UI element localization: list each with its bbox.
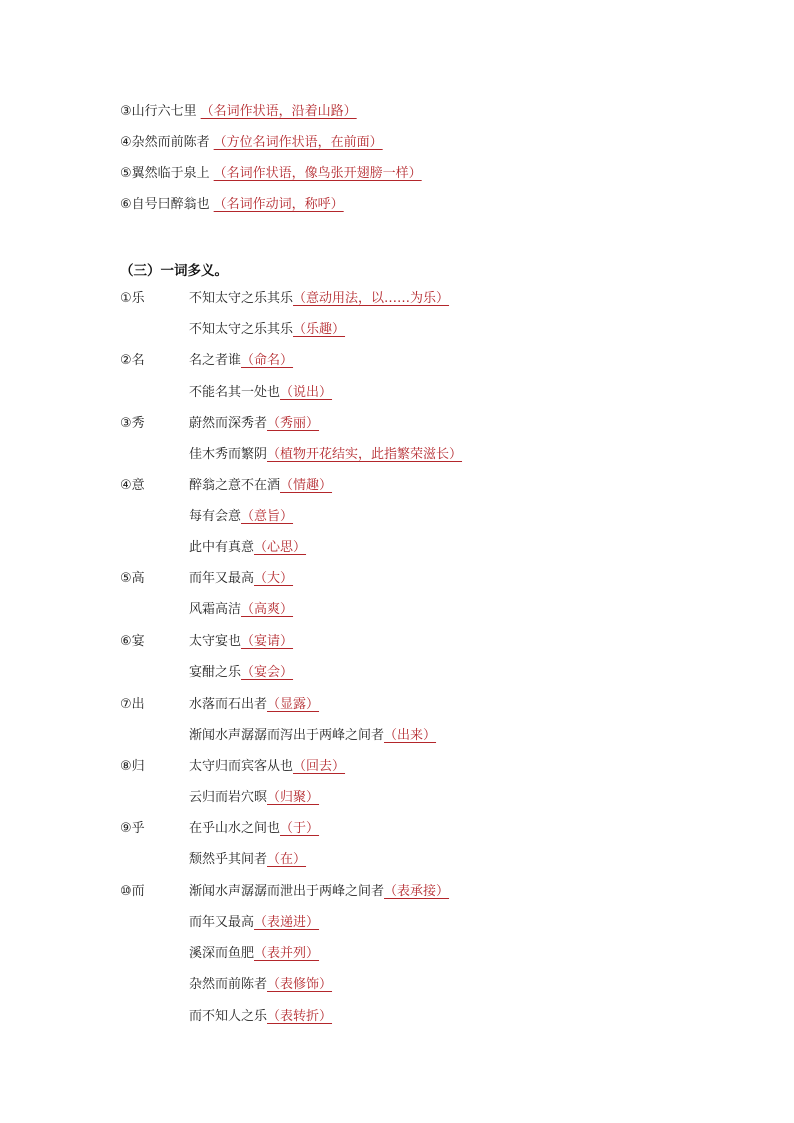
polysemy-entry [120,352,720,370]
example-answer: （表递进） [254,915,320,930]
polysemy-entry [120,601,720,619]
example-answer: （表修饰） [267,977,333,992]
example-answer: （心思） [254,540,307,555]
example-sentence: 颓然乎其间者（在） [189,852,307,867]
polysemy-entry [120,945,720,963]
example-sentence: 不能名其一处也（说出） [189,385,333,400]
polysemy-word: ②名 [120,353,145,368]
polysemy-entry [120,477,720,495]
example-answer: （高爽） [241,602,294,617]
example-answer: （乐趣） [293,322,346,337]
usage-item-text: ⑤翼然临于泉上 [120,166,210,181]
example-sentence: 蔚然而深秀者（秀丽） [189,416,320,431]
example-answer: （表承接） [384,884,450,899]
example-answer: （秀丽） [267,416,320,431]
polysemy-word: ④意 [120,478,145,493]
polysemy-word: ⑥宴 [120,634,145,649]
polysemy-entry [120,820,720,838]
usage-item [120,134,383,152]
usage-item-answer: （名词作状语，像鸟张开翅膀一样） [213,166,422,181]
polysemy-entry [120,758,720,776]
example-answer: （说出） [280,385,333,400]
usage-item-text: ⑥自号曰醉翁也 [120,197,210,212]
example-answer: （出来） [384,728,437,743]
example-sentence: 不知太守之乐其乐（意动用法，以……为乐） [189,291,450,306]
example-answer: （情趣） [280,478,333,493]
polysemy-entry [120,321,720,339]
polysemy-entry [120,570,720,588]
polysemy-word: ③秀 [120,416,145,431]
polysemy-entry [120,696,720,714]
example-sentence: 太守宴也（宴请） [189,634,294,649]
example-sentence: 佳木秀而繁阴（植物开花结实，此指繁荣滋长） [189,447,463,462]
example-answer: （显露） [267,697,320,712]
usage-item-text: ③山行六七里 [120,104,197,119]
example-sentence: 风霜高洁（高爽） [189,602,294,617]
example-sentence: 溪深而鱼肥（表并列） [189,946,320,961]
example-answer: （归聚） [267,790,320,805]
polysemy-entry [120,727,720,745]
polysemy-word: ⑤高 [120,571,145,586]
polysemy-entry [120,914,720,932]
example-answer: （宴会） [241,665,294,680]
example-sentence: 水落而石出者（显露） [189,697,320,712]
example-sentence: 渐闻水声潺潺而泄出于两峰之间者（表承接） [189,884,450,899]
example-answer: （表转折） [267,1009,333,1024]
section-title: （三）一词多义。 [120,263,228,279]
polysemy-entry [120,633,720,651]
polysemy-word: ①乐 [120,291,145,306]
polysemy-entry [120,1008,720,1026]
example-sentence: 而不知人之乐（表转折） [189,1009,333,1024]
usage-item [120,196,344,214]
polysemy-word: ⑩而 [120,884,145,899]
polysemy-entry [120,539,720,557]
polysemy-entry [120,446,720,464]
usage-item-answer: （方位名词作状语，在前面） [213,135,383,150]
polysemy-word: ⑧归 [120,759,145,774]
example-sentence: 宴酣之乐（宴会） [189,665,294,680]
polysemy-entry [120,789,720,807]
example-answer: （在） [267,852,307,867]
example-sentence: 云归而岩穴暝（归聚） [189,790,320,805]
example-answer: （于） [280,821,320,836]
polysemy-entry [120,384,720,402]
example-answer: （意动用法，以……为乐） [293,291,450,306]
example-sentence: 而年又最高（大） [189,571,294,586]
usage-item-text: ④杂然而前陈者 [120,135,210,150]
example-answer: （大） [254,571,294,586]
example-sentence: 此中有真意（心思） [189,540,307,555]
example-answer: （命名） [241,353,294,368]
example-sentence: 在乎山水之间也（于） [189,821,320,836]
polysemy-word: ⑦出 [120,697,145,712]
example-sentence: 渐闻水声潺潺而泻出于两峰之间者（出来） [189,728,437,743]
example-answer: （意旨） [241,509,294,524]
polysemy-entry [120,415,720,433]
polysemy-word: ⑨乎 [120,821,145,836]
example-answer: （宴请） [241,634,294,649]
polysemy-entry [120,290,720,308]
example-sentence: 而年又最高（表递进） [189,915,320,930]
example-sentence: 不知太守之乐其乐（乐趣） [189,322,346,337]
example-answer: （植物开花结实，此指繁荣滋长） [267,447,463,462]
polysemy-entry [120,508,720,526]
polysemy-entry [120,851,720,869]
example-sentence: 醉翁之意不在酒（情趣） [189,478,333,493]
example-answer: （回去） [293,759,346,774]
polysemy-entry [120,664,720,682]
example-sentence: 每有会意（意旨） [189,509,294,524]
example-answer: （表并列） [254,946,320,961]
usage-item-answer: （名词作动词，称呼） [213,197,344,212]
usage-item-answer: （名词作状语，沿着山路） [200,104,357,119]
polysemy-entry [120,976,720,994]
example-sentence: 名之者谁（命名） [189,353,294,368]
polysemy-entry [120,883,720,901]
usage-item [120,165,422,183]
example-sentence: 杂然而前陈者（表修饰） [189,977,333,992]
example-sentence: 太守归而宾客从也（回去） [189,759,346,774]
usage-item [120,103,357,121]
